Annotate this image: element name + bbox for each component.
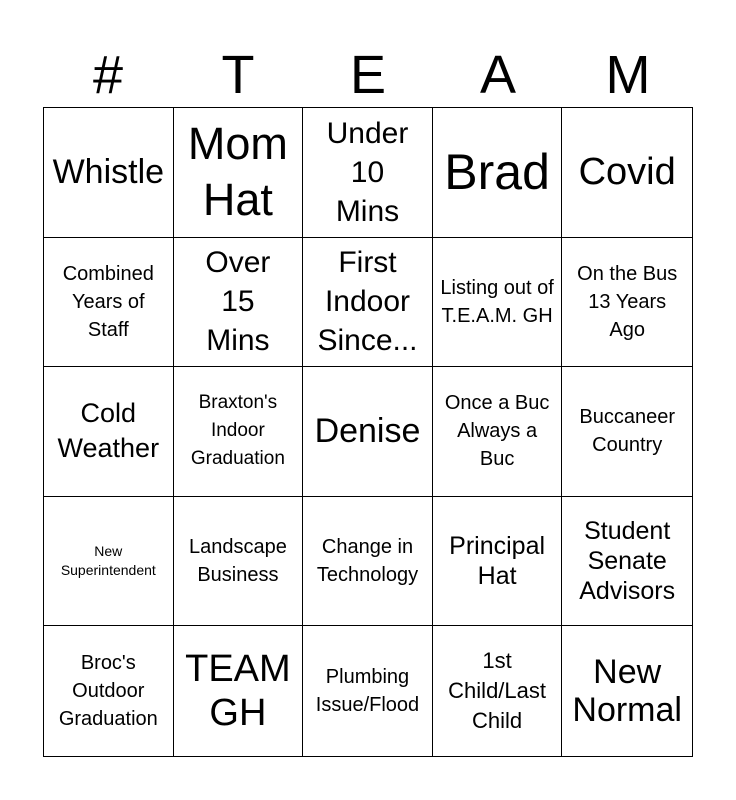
bingo-cell[interactable] [174,238,304,368]
cell-text: 1st Child/Last Child [448,648,547,734]
cell-text: First Indoor Since... [317,246,418,358]
bingo-cell[interactable] [562,497,692,627]
cell-text: Brad [444,144,550,201]
bingo-cell[interactable] [303,497,433,627]
bingo-header [43,44,693,106]
cell-text: Landscape Business [188,536,287,587]
cell-text: Under 10 Mins [326,116,409,228]
bingo-cell[interactable] [44,626,174,756]
header-letter-m: M [605,45,651,105]
cell-text: Student Senate Advisors [579,517,676,606]
bingo-cell[interactable] [562,238,692,368]
header-letter-hash: # [92,45,124,105]
bingo-cell[interactable] [174,497,304,627]
bingo-cell[interactable] [44,367,174,497]
cell-text: Cold Weather [57,398,160,464]
header-letter-a: A [479,45,517,105]
cell-text: Listing out of T.E.A.M. GH [440,276,554,327]
bingo-cell[interactable] [433,497,563,627]
bingo-cell[interactable] [433,626,563,756]
bingo-cell[interactable] [44,238,174,368]
cell-text: Covid [578,151,676,194]
header-letter-e: E [349,45,387,105]
bingo-cell[interactable] [562,108,692,238]
header-letter-t: T [221,45,255,105]
cell-text: Change in Technology [316,536,419,587]
cell-text: New Normal [572,653,682,730]
cell-text: New Superintendent [60,543,156,579]
cell-text: Broc's Outdoor Graduation [58,652,158,731]
cell-text: Whistle [52,153,165,192]
cell-text: Plumbing Issue/Flood [315,666,420,717]
bingo-cell[interactable] [44,497,174,627]
cell-text: Denise [314,412,421,451]
cell-text: Over 15 Mins [205,246,271,358]
cell-text: Braxton's Indoor Graduation [190,392,285,470]
bingo-cell[interactable] [303,626,433,756]
cell-text: Principal Hat [449,532,546,591]
bingo-cell[interactable] [303,108,433,238]
cell-text: Buccaneer Country [579,406,675,457]
cell-text: Mom Hat [187,118,288,226]
bingo-cell[interactable] [433,367,563,497]
bingo-cell[interactable] [174,108,304,238]
bingo-card [43,107,693,757]
cell-text: Once a Buc Always a Buc [444,392,550,471]
cell-text: TEAM GH [185,648,291,735]
bingo-cell[interactable] [433,108,563,238]
bingo-cell[interactable] [174,367,304,497]
cell-text: On the Bus 13 Years Ago [577,262,678,341]
bingo-cell[interactable] [303,367,433,497]
bingo-cell[interactable] [303,238,433,368]
bingo-cell[interactable] [562,367,692,497]
cell-text: Combined Years of Staff [62,262,154,341]
bingo-cell[interactable] [44,108,174,238]
bingo-cell[interactable] [433,238,563,368]
bingo-cell[interactable] [174,626,304,756]
bingo-cell[interactable] [562,626,692,756]
